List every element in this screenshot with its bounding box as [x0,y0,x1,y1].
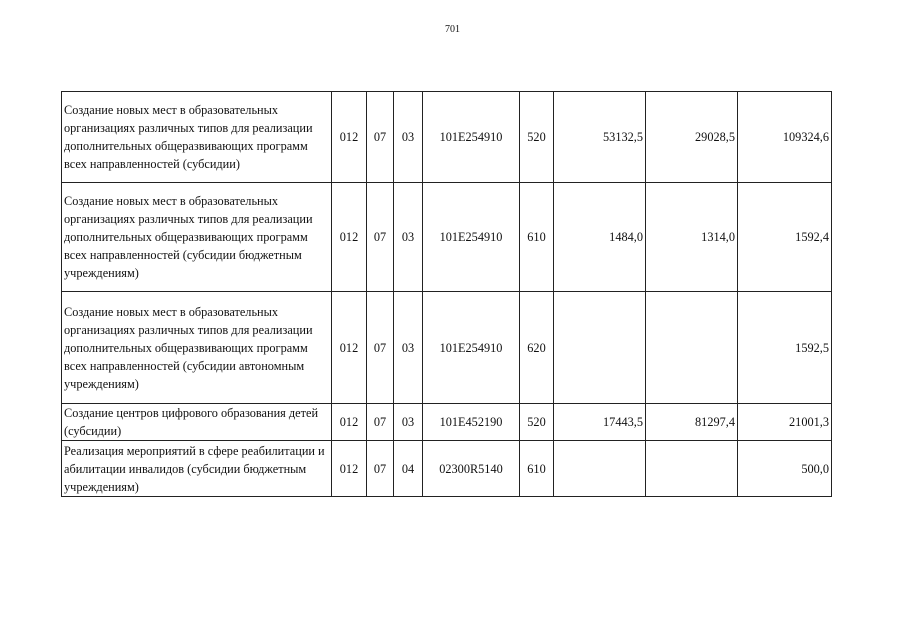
subsection-code: 03 [394,292,423,404]
expense-type-code: 610 [520,441,554,497]
section-code: 07 [367,183,394,292]
amount-year-1: 17443,5 [554,404,646,441]
row-name: Создание новых мест в образовательных организациях различных типов для реализации дополнительных общеразвивающих программ всех направленностей (субсидии автономным учреждениям) [62,292,332,404]
amount-year-3: 1592,5 [738,292,832,404]
table-row [62,92,832,183]
expense-type-code: 610 [520,183,554,292]
budget-table [61,91,832,497]
page-number: 701 [445,24,460,35]
amount-year-1 [554,441,646,497]
expense-type-code: 520 [520,404,554,441]
amount-year-1 [554,292,646,404]
amount-year-3: 500,0 [738,441,832,497]
target-article-code: 101E254910 [423,292,520,404]
target-article-code: 02300R5140 [423,441,520,497]
amount-year-1: 1484,0 [554,183,646,292]
ministry-code: 012 [332,183,367,292]
row-name: Создание центров цифрового образования детей (субсидии) [62,404,332,441]
target-article-code: 101E452190 [423,404,520,441]
ministry-code: 012 [332,92,367,183]
ministry-code: 012 [332,404,367,441]
expense-type-code: 520 [520,92,554,183]
table-row [62,404,832,441]
amount-year-3: 21001,3 [738,404,832,441]
target-article-code: 101E254910 [423,92,520,183]
amount-year-2: 29028,5 [646,92,738,183]
amount-year-2 [646,441,738,497]
amount-year-2 [646,292,738,404]
row-name: Создание новых мест в образовательных организациях различных типов для реализации дополнительных общеразвивающих программ всех направленностей (субсидии бюджетным учреждениям) [62,183,332,292]
section-code: 07 [367,92,394,183]
row-name: Создание новых мест в образовательных организациях различных типов для реализации дополнительных общеразвивающих программ всех направленностей (субсидии) [62,92,332,183]
ministry-code: 012 [332,292,367,404]
subsection-code: 03 [394,92,423,183]
table-row [62,441,832,497]
section-code: 07 [367,404,394,441]
expense-type-code: 620 [520,292,554,404]
amount-year-2: 1314,0 [646,183,738,292]
ministry-code: 012 [332,441,367,497]
section-code: 07 [367,292,394,404]
amount-year-3: 109324,6 [738,92,832,183]
subsection-code: 03 [394,404,423,441]
amount-year-2: 81297,4 [646,404,738,441]
section-code: 07 [367,441,394,497]
subsection-code: 03 [394,183,423,292]
amount-year-1: 53132,5 [554,92,646,183]
subsection-code: 04 [394,441,423,497]
amount-year-3: 1592,4 [738,183,832,292]
table-row [62,292,832,404]
row-name: Реализация мероприятий в сфере реабилитации и абилитации инвалидов (субсидии бюджетным учреждениям) [62,441,332,497]
target-article-code: 101E254910 [423,183,520,292]
table-row [62,183,832,292]
